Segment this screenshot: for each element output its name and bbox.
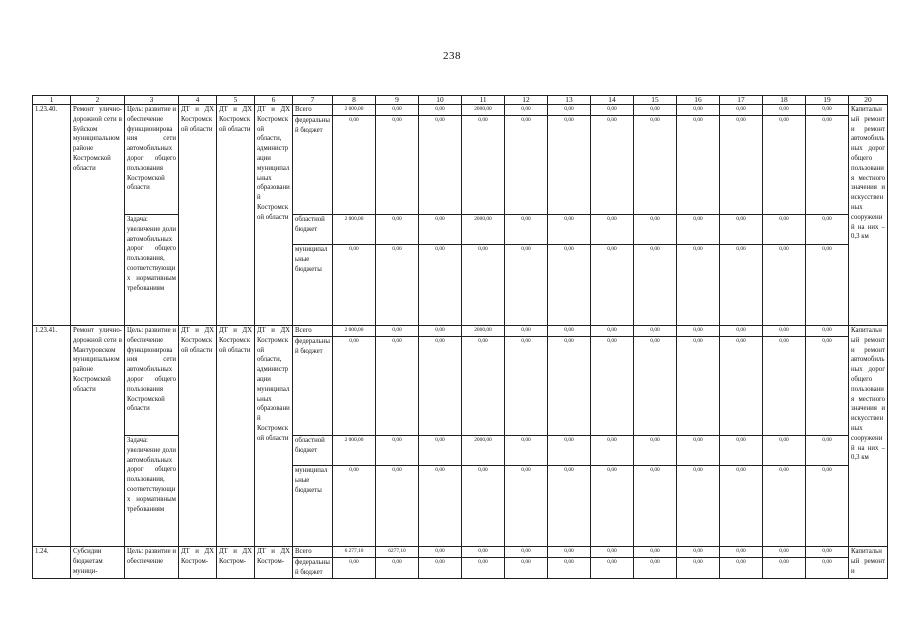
- header-cell: 4: [179, 96, 217, 105]
- measure-goal: Цель: развитие и обеспечение функционирования сети автомобильных дорог общего пользования Костромской области: [125, 105, 179, 215]
- total-value: 2 000,00: [333, 326, 376, 337]
- total-value: 0,00: [376, 105, 419, 116]
- executor-1: ДТ и ДХ Костромской области: [179, 326, 217, 547]
- regional-value: 0,00: [548, 215, 591, 245]
- federal-value: 0,00: [333, 558, 376, 579]
- header-cell: 19: [806, 96, 849, 105]
- header-cell: 10: [419, 96, 462, 105]
- federal-value: 0,00: [634, 337, 677, 436]
- header-cell: 17: [720, 96, 763, 105]
- total-value: 6 277,10: [333, 547, 376, 558]
- total-value: 0,00: [806, 326, 849, 337]
- total-value: 0,00: [505, 326, 548, 337]
- regional-value: 0,00: [419, 436, 462, 466]
- municipal-value: 0,00: [720, 245, 763, 326]
- regional-value: 0,00: [591, 436, 634, 466]
- total-value: 2000,00: [462, 326, 505, 337]
- federal-value: 0,00: [763, 558, 806, 579]
- header-cell: 18: [763, 96, 806, 105]
- measure-task: Задача: увеличение доли автомобильных дорог общего пользования, соответствующих нормативным требованиям: [125, 215, 179, 326]
- regional-value: 0,00: [376, 436, 419, 466]
- regional-value: 2 000,00: [333, 215, 376, 245]
- executor-3: ДТ и ДХ Костромской области, администрации муниципальных образований Костромской области: [255, 105, 293, 326]
- header-cell: 12: [505, 96, 548, 105]
- source-regional: областной бюджет: [293, 436, 333, 466]
- measure-goal: Цель: развитие и обеспечение: [125, 547, 179, 579]
- header-cell: 11: [462, 96, 505, 105]
- municipal-value: 0,00: [333, 245, 376, 326]
- header-cell: 9: [376, 96, 419, 105]
- program-row: [33, 326, 888, 337]
- program-row: [33, 215, 888, 245]
- municipal-value: 0,00: [677, 245, 720, 326]
- total-value: 0,00: [591, 105, 634, 116]
- program-row: [33, 105, 888, 116]
- federal-value: 0,00: [591, 116, 634, 215]
- federal-value: 0,00: [548, 337, 591, 436]
- federal-value: 0,00: [677, 337, 720, 436]
- municipal-value: 0,00: [419, 245, 462, 326]
- source-federal: федеральный бюджет: [293, 558, 333, 579]
- regional-value: 0,00: [634, 215, 677, 245]
- municipal-value: 0,00: [333, 466, 376, 547]
- federal-value: 0,00: [333, 116, 376, 215]
- executor-3: ДТ и ДХ Костромской области, администрации муниципальных образований Костромской области: [255, 326, 293, 547]
- total-value: 0,00: [548, 547, 591, 558]
- federal-value: 0,00: [763, 116, 806, 215]
- municipal-value: 0,00: [376, 245, 419, 326]
- regional-value: 0,00: [806, 215, 849, 245]
- header-cell: 2: [71, 96, 125, 105]
- regional-value: 0,00: [548, 436, 591, 466]
- source-federal: федеральный бюджет: [293, 116, 333, 215]
- source-total: Всего: [293, 105, 333, 116]
- header-cell: 16: [677, 96, 720, 105]
- municipal-value: 0,00: [806, 245, 849, 326]
- regional-value: 0,00: [634, 436, 677, 466]
- total-value: 0,00: [419, 547, 462, 558]
- total-value: 0,00: [763, 105, 806, 116]
- executor-1: ДТ и ДХ Костром-: [179, 547, 217, 579]
- total-value: 0,00: [505, 105, 548, 116]
- header-cell: 3: [125, 96, 179, 105]
- total-value: 0,00: [677, 105, 720, 116]
- total-value: 2000,00: [462, 105, 505, 116]
- federal-value: 0,00: [677, 558, 720, 579]
- header-cell: 15: [634, 96, 677, 105]
- federal-value: 0,00: [677, 116, 720, 215]
- federal-value: 0,00: [548, 116, 591, 215]
- total-value: 0,00: [462, 547, 505, 558]
- total-value: 0,00: [677, 326, 720, 337]
- municipal-value: 0,00: [763, 466, 806, 547]
- header-cell: 20: [849, 96, 888, 105]
- executor-1: ДТ и ДХ Костромской области: [179, 105, 217, 326]
- municipal-value: 0,00: [419, 466, 462, 547]
- total-value: 0,00: [720, 547, 763, 558]
- municipal-value: 0,00: [634, 245, 677, 326]
- municipal-value: 0,00: [505, 466, 548, 547]
- municipal-value: 0,00: [376, 466, 419, 547]
- header-cell: 1: [33, 96, 71, 105]
- total-value: 6277,10: [376, 547, 419, 558]
- expected-result: Капитальный ремонт и ремонт автомобильных дорог общего пользования местного значения и искусственных сооружений на них – 0,3 км: [849, 105, 888, 326]
- program-row: [33, 547, 888, 558]
- total-value: 0,00: [419, 105, 462, 116]
- measure-goal: Цель: развитие и обеспечение функционирования сети автомобильных дорог общего пользования Костромской области: [125, 326, 179, 436]
- total-value: 0,00: [591, 547, 634, 558]
- regional-value: 0,00: [677, 436, 720, 466]
- municipal-value: 0,00: [548, 466, 591, 547]
- federal-value: 0,00: [333, 337, 376, 436]
- federal-value: 0,00: [763, 337, 806, 436]
- municipal-value: 0,00: [720, 466, 763, 547]
- expected-result: Капитальный ремонт и ремонт автомобильных дорог общего пользования местного значения и искусственных сооружений на них – 0,3 км: [849, 326, 888, 547]
- municipal-value: 0,00: [548, 245, 591, 326]
- measure-code: 1.23.40.: [33, 105, 71, 326]
- municipal-value: 0,00: [634, 466, 677, 547]
- executor-2: ДТ и ДХ Костромской области: [217, 105, 255, 326]
- municipal-value: 0,00: [505, 245, 548, 326]
- executor-2: ДТ и ДХ Костромской области: [217, 326, 255, 547]
- regional-value: 0,00: [591, 215, 634, 245]
- federal-value: 0,00: [806, 337, 849, 436]
- total-value: 0,00: [806, 105, 849, 116]
- measure-task: Задача: увеличение доли автомобильных дорог общего пользования, соответствующих нормативным требованиям: [125, 436, 179, 547]
- header-cell: 6: [255, 96, 293, 105]
- total-value: 0,00: [634, 326, 677, 337]
- header-cell: 5: [217, 96, 255, 105]
- total-value: 0,00: [548, 326, 591, 337]
- federal-value: 0,00: [419, 558, 462, 579]
- regional-value: 2000,00: [462, 215, 505, 245]
- federal-value: 0,00: [376, 558, 419, 579]
- federal-value: 0,00: [505, 558, 548, 579]
- header-cell: 7: [293, 96, 333, 105]
- regional-value: 2000,00: [462, 436, 505, 466]
- municipal-value: 0,00: [591, 466, 634, 547]
- header-cell: 8: [333, 96, 376, 105]
- regional-value: 0,00: [720, 436, 763, 466]
- federal-value: 0,00: [548, 558, 591, 579]
- municipal-value: 0,00: [763, 245, 806, 326]
- federal-value: 0,00: [806, 116, 849, 215]
- executor-2: ДТ и ДХ Костром-: [217, 547, 255, 579]
- federal-value: 0,00: [462, 337, 505, 436]
- federal-value: 0,00: [505, 116, 548, 215]
- regional-value: 0,00: [720, 215, 763, 245]
- total-value: 2 000,00: [333, 105, 376, 116]
- measure-name: Субсидии бюджетам муници-: [71, 547, 125, 579]
- header-row: [33, 96, 888, 105]
- total-value: 0,00: [720, 326, 763, 337]
- federal-value: 0,00: [806, 558, 849, 579]
- total-value: 0,00: [419, 326, 462, 337]
- measure-code: 1.24.: [33, 547, 71, 579]
- federal-value: 0,00: [376, 337, 419, 436]
- regional-value: 0,00: [677, 215, 720, 245]
- total-value: 0,00: [548, 105, 591, 116]
- total-value: 0,00: [591, 326, 634, 337]
- total-value: 0,00: [677, 547, 720, 558]
- federal-value: 0,00: [720, 116, 763, 215]
- regional-value: 2 000,00: [333, 436, 376, 466]
- federal-value: 0,00: [634, 116, 677, 215]
- executor-3: ДТ и ДХ Костром-: [255, 547, 293, 579]
- federal-value: 0,00: [419, 337, 462, 436]
- total-value: 0,00: [720, 105, 763, 116]
- federal-value: 0,00: [634, 558, 677, 579]
- regional-value: 0,00: [376, 215, 419, 245]
- federal-value: 0,00: [419, 116, 462, 215]
- regional-value: 0,00: [505, 215, 548, 245]
- total-value: 0,00: [634, 105, 677, 116]
- municipal-value: 0,00: [806, 466, 849, 547]
- source-regional: областной бюджет: [293, 215, 333, 245]
- page-number: 238: [443, 50, 461, 62]
- federal-value: 0,00: [462, 116, 505, 215]
- regional-value: 0,00: [763, 436, 806, 466]
- municipal-value: 0,00: [462, 466, 505, 547]
- federal-value: 0,00: [505, 337, 548, 436]
- municipal-value: 0,00: [462, 245, 505, 326]
- regional-value: 0,00: [505, 436, 548, 466]
- federal-value: 0,00: [462, 558, 505, 579]
- federal-value: 0,00: [720, 337, 763, 436]
- federal-value: 0,00: [591, 558, 634, 579]
- program-row: [33, 436, 888, 466]
- source-total: Всего: [293, 326, 333, 337]
- source-municipal: муниципальные бюджеты: [293, 466, 333, 547]
- program-table: [32, 95, 888, 579]
- total-value: 0,00: [376, 326, 419, 337]
- measure-name: Ремонт улично-дорожной сети в Мантуровском муниципальном районе Костромской области: [71, 326, 125, 547]
- source-municipal: муниципальные бюджеты: [293, 245, 333, 326]
- measure-code: 1.23.41.: [33, 326, 71, 547]
- federal-value: 0,00: [720, 558, 763, 579]
- total-value: 0,00: [806, 547, 849, 558]
- municipal-value: 0,00: [591, 245, 634, 326]
- header-cell: 14: [591, 96, 634, 105]
- federal-value: 0,00: [376, 116, 419, 215]
- regional-value: 0,00: [763, 215, 806, 245]
- expected-result: Капитальный ремонт и: [849, 547, 888, 579]
- regional-value: 0,00: [806, 436, 849, 466]
- federal-value: 0,00: [591, 337, 634, 436]
- municipal-value: 0,00: [677, 466, 720, 547]
- header-cell: 13: [548, 96, 591, 105]
- source-federal: федеральный бюджет: [293, 337, 333, 436]
- total-value: 0,00: [505, 547, 548, 558]
- source-total: Всего: [293, 547, 333, 558]
- total-value: 0,00: [763, 547, 806, 558]
- total-value: 0,00: [634, 547, 677, 558]
- regional-value: 0,00: [419, 215, 462, 245]
- measure-name: Ремонт улично-дорожной сети в Буйском муниципальном районе Костромской области: [71, 105, 125, 326]
- total-value: 0,00: [763, 326, 806, 337]
